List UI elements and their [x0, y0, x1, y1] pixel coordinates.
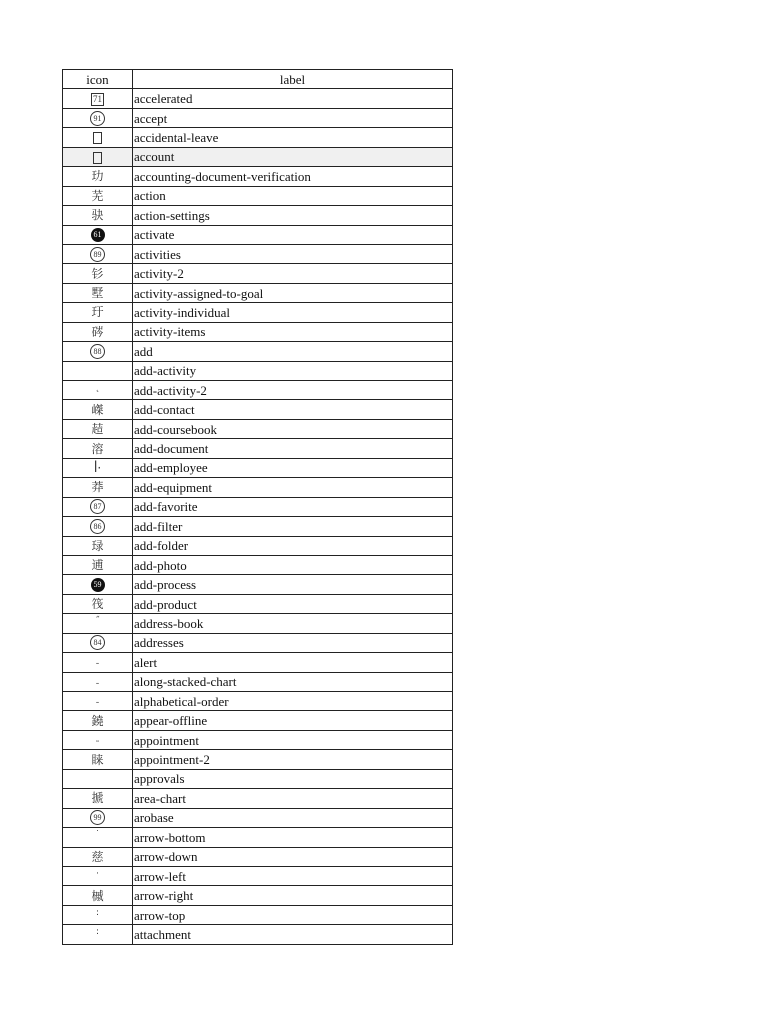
label-cell: arrow-left [133, 866, 453, 885]
table-row [63, 808, 453, 827]
table-row [63, 555, 453, 574]
icon-cell [63, 89, 133, 108]
table-row [63, 303, 453, 322]
addresses-icon: 84 [90, 635, 105, 650]
icon-cell [63, 322, 133, 341]
alphabetical-order-icon: ˍ [95, 694, 100, 705]
label-cell: appointment [133, 730, 453, 749]
table-row [63, 575, 453, 594]
table-row [63, 517, 453, 536]
action-icon: 芜 [91, 188, 104, 203]
icon-cell [63, 478, 133, 497]
icon-cell [63, 497, 133, 516]
add-document-icon: 溶 [91, 441, 104, 456]
activities-icon: 89 [90, 247, 105, 262]
icon-cell [63, 517, 133, 536]
icon-cell [63, 283, 133, 302]
label-cell: add-document [133, 439, 453, 458]
table-row [63, 789, 453, 808]
label-cell: appointment-2 [133, 750, 453, 769]
attachment-icon: : [95, 927, 100, 938]
icon-cell [63, 303, 133, 322]
icon-cell [63, 555, 133, 574]
action-settings-icon: 𫘝 [91, 208, 104, 223]
table-row [63, 225, 453, 244]
icon-cell [63, 905, 133, 924]
icon-cell [63, 672, 133, 691]
appointment-icon: ˷ [95, 733, 100, 744]
label-cell: action [133, 186, 453, 205]
icon-cell [63, 633, 133, 652]
label-cell: attachment [133, 925, 453, 944]
table-row [63, 167, 453, 186]
table-row [63, 497, 453, 516]
icon-cell [63, 381, 133, 400]
alert-icon: ˍ [95, 655, 100, 666]
label-cell: arrow-top [133, 905, 453, 924]
label-cell: accelerated [133, 89, 453, 108]
arobase-icon: 99 [90, 810, 105, 825]
table-row [63, 905, 453, 924]
appointment-2-icon: 睐 [91, 752, 104, 767]
table-header-row [63, 70, 453, 89]
table-row [63, 439, 453, 458]
label-cell: area-chart [133, 789, 453, 808]
table-row [63, 692, 453, 711]
label-cell: action-settings [133, 206, 453, 225]
icon-cell [63, 808, 133, 827]
account-icon [93, 152, 102, 164]
icon-cell [63, 730, 133, 749]
table-row [63, 186, 453, 205]
label-cell: account [133, 147, 453, 166]
label-cell: alert [133, 653, 453, 672]
table-row [63, 342, 453, 361]
table-row [63, 925, 453, 944]
arrow-top-icon: : [95, 908, 100, 919]
add-photo-icon: 逋 [91, 558, 104, 573]
add-employee-icon: ꟾ· [93, 460, 102, 475]
label-cell: add-coursebook [133, 419, 453, 438]
label-cell: activities [133, 244, 453, 263]
label-cell: along-stacked-chart [133, 672, 453, 691]
accounting-document-verification-icon: 玏 [91, 169, 104, 184]
icon-cell [63, 711, 133, 730]
table-row [63, 264, 453, 283]
address-book-icon: ˝ [95, 616, 100, 627]
icon-cell [63, 186, 133, 205]
icon-cell [63, 750, 133, 769]
table-row [63, 108, 453, 127]
icon-cell [63, 769, 133, 788]
table-row [63, 322, 453, 341]
icon-cell [63, 342, 133, 361]
icon-cell [63, 361, 133, 380]
add-contact-icon: 嵥 [91, 402, 104, 417]
activity-items-icon: 硶 [91, 324, 104, 339]
label-cell: approvals [133, 769, 453, 788]
activity-assigned-to-goal-icon: 墅 [91, 286, 104, 301]
label-cell: add-favorite [133, 497, 453, 516]
accidental-leave-icon [93, 132, 102, 144]
table-row [63, 206, 453, 225]
add-activity-2-icon: ˛ [95, 383, 100, 394]
arrow-down-icon: 慈 [91, 849, 104, 864]
arrow-bottom-icon: ˙ [95, 830, 100, 841]
table-body [63, 89, 453, 944]
table-row [63, 458, 453, 477]
add-product-icon: 筏 [91, 597, 104, 612]
label-cell: arobase [133, 808, 453, 827]
table-row [63, 594, 453, 613]
icon-cell [63, 847, 133, 866]
label-cell: add-process [133, 575, 453, 594]
along-stacked-chart-icon: ˍ [95, 674, 100, 685]
label-cell: address-book [133, 614, 453, 633]
add-coursebook-icon: 趌 [91, 422, 104, 437]
icon-cell [63, 866, 133, 885]
icon-cell [63, 167, 133, 186]
icon-cell [63, 536, 133, 555]
label-cell: add-activity-2 [133, 381, 453, 400]
label-cell: add-filter [133, 517, 453, 536]
add-folder-icon: 琭 [91, 538, 104, 553]
accept-icon: 91 [90, 111, 105, 126]
table-row [63, 478, 453, 497]
activity-individual-icon: 玗 [91, 305, 104, 320]
icon-column-header: icon [63, 70, 133, 89]
label-cell: arrow-bottom [133, 828, 453, 847]
icon-cell [63, 206, 133, 225]
table-row [63, 128, 453, 147]
icon-cell [63, 653, 133, 672]
label-cell: activity-2 [133, 264, 453, 283]
label-cell: add-activity [133, 361, 453, 380]
table-row [63, 633, 453, 652]
table-row [63, 147, 453, 166]
table-row [63, 361, 453, 380]
icon-cell [63, 400, 133, 419]
icon-cell [63, 108, 133, 127]
icon-cell [63, 264, 133, 283]
appear-offline-icon: 鐃 [91, 713, 104, 728]
icon-cell [63, 244, 133, 263]
table-row [63, 536, 453, 555]
add-equipment-icon: 莽 [91, 480, 104, 495]
icon-cell [63, 789, 133, 808]
label-cell: add-photo [133, 555, 453, 574]
activity-2-icon: 钐 [91, 266, 104, 281]
add-filter-icon: 86 [90, 519, 105, 534]
icon-cell [63, 419, 133, 438]
table-row [63, 866, 453, 885]
table-row [63, 614, 453, 633]
arrow-left-icon: · [96, 869, 99, 880]
icon-cell [63, 225, 133, 244]
table-row [63, 886, 453, 905]
icon-label-table [62, 69, 453, 945]
activate-icon: 61 [91, 228, 105, 242]
label-cell: add-equipment [133, 478, 453, 497]
icon-cell [63, 458, 133, 477]
icon-cell [63, 692, 133, 711]
label-cell: accounting-document-verification [133, 167, 453, 186]
table-row [63, 381, 453, 400]
icon-cell [63, 614, 133, 633]
table-row [63, 89, 453, 108]
table-row [63, 672, 453, 691]
add-icon: 88 [90, 344, 105, 359]
table-row [63, 283, 453, 302]
table-row [63, 711, 453, 730]
icon-cell [63, 886, 133, 905]
label-cell: arrow-right [133, 886, 453, 905]
label-cell: activity-individual [133, 303, 453, 322]
label-cell: add [133, 342, 453, 361]
icon-cell [63, 575, 133, 594]
table-row [63, 400, 453, 419]
label-cell: add-product [133, 594, 453, 613]
label-cell: add-folder [133, 536, 453, 555]
table-row [63, 730, 453, 749]
add-process-icon: 59 [91, 578, 105, 592]
icon-cell [63, 828, 133, 847]
icon-cell [63, 594, 133, 613]
label-cell: appear-offline [133, 711, 453, 730]
icon-cell [63, 925, 133, 944]
table-row [63, 828, 453, 847]
table-row [63, 750, 453, 769]
label-cell: addresses [133, 633, 453, 652]
table-row [63, 653, 453, 672]
label-cell: accept [133, 108, 453, 127]
table-row [63, 769, 453, 788]
label-column-header: label [133, 70, 453, 89]
icon-cell [63, 128, 133, 147]
label-cell: add-contact [133, 400, 453, 419]
table-row [63, 847, 453, 866]
label-cell: activity-assigned-to-goal [133, 283, 453, 302]
label-cell: accidental-leave [133, 128, 453, 147]
label-cell: arrow-down [133, 847, 453, 866]
table-row [63, 244, 453, 263]
icon-cell [63, 147, 133, 166]
label-cell: activate [133, 225, 453, 244]
icon-cell [63, 439, 133, 458]
arrow-right-icon: 槭 [91, 888, 104, 903]
label-cell: add-employee [133, 458, 453, 477]
add-favorite-icon: 87 [90, 499, 105, 514]
label-cell: activity-items [133, 322, 453, 341]
table-row [63, 419, 453, 438]
label-cell: alphabetical-order [133, 692, 453, 711]
accelerated-icon: 71 [93, 93, 102, 104]
area-chart-icon: 搋 [91, 791, 104, 806]
